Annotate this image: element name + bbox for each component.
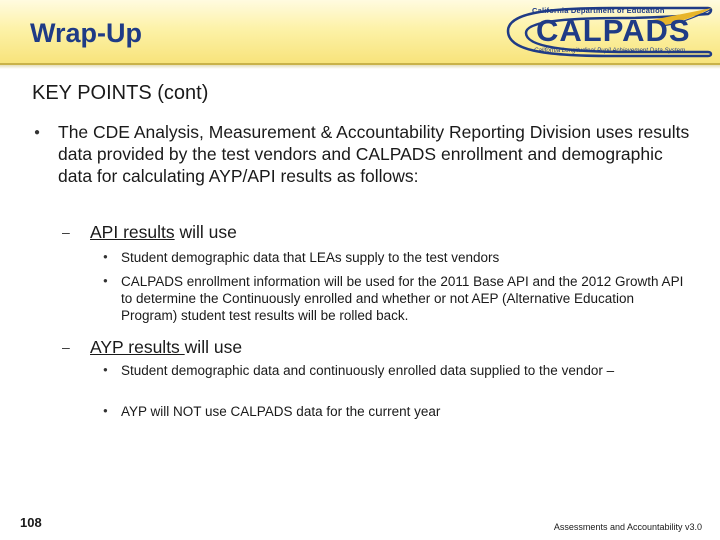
page-number: 108 [20, 515, 42, 530]
slide-title: Wrap-Up [30, 18, 142, 48]
bullet-icon: ● [34, 127, 41, 138]
slide-subheading: KEY POINTS (cont) [32, 82, 209, 104]
logo-subtitle: California Longitudinal Pupil Achievement Data System [534, 47, 686, 54]
bullet-icon: ● [103, 276, 108, 285]
dash-icon: – [62, 339, 70, 355]
bullet-icon: ● [103, 365, 108, 374]
section-api-label [90, 221, 237, 243]
main-point-text: The CDE Analysis, Measurement & Accountability Reporting Division uses results data provided by the test vendors and CALPADS enrollment and demographic data for calculating AYP/API results as follows: [58, 122, 690, 186]
bullet-icon: ● [103, 406, 108, 415]
dash-icon: – [62, 224, 70, 240]
api-results-underlined: API results [90, 222, 175, 242]
bullet-icon: ● [103, 252, 108, 261]
footer-text: Assessments and Accountability v3.0 [553, 522, 702, 532]
ayp-results-rest: will use [184, 337, 243, 357]
list-item: Student demographic data that LEAs supply to the test vendors [121, 250, 500, 265]
header-shadow [0, 65, 720, 69]
ayp-results-underlined: AYP results [90, 337, 185, 357]
logo-department: California Department of Education [532, 6, 665, 15]
list-item: Student demographic data and continuously enrolled data supplied to the vendor – [121, 363, 615, 378]
section-ayp-label [90, 336, 242, 358]
logo-wordmark: CALPADS [536, 13, 691, 48]
api-results-rest: will use [174, 222, 237, 242]
list-item: CALPADS enrollment information will be used for the 2011 Base API and the 2012 Growth API to determine the Continuously enrolled and whether or not AEP (Alternative Education Program) student test results will be rolled back. [121, 274, 684, 323]
list-item: AYP will NOT use CALPADS data for the current year [121, 404, 441, 419]
